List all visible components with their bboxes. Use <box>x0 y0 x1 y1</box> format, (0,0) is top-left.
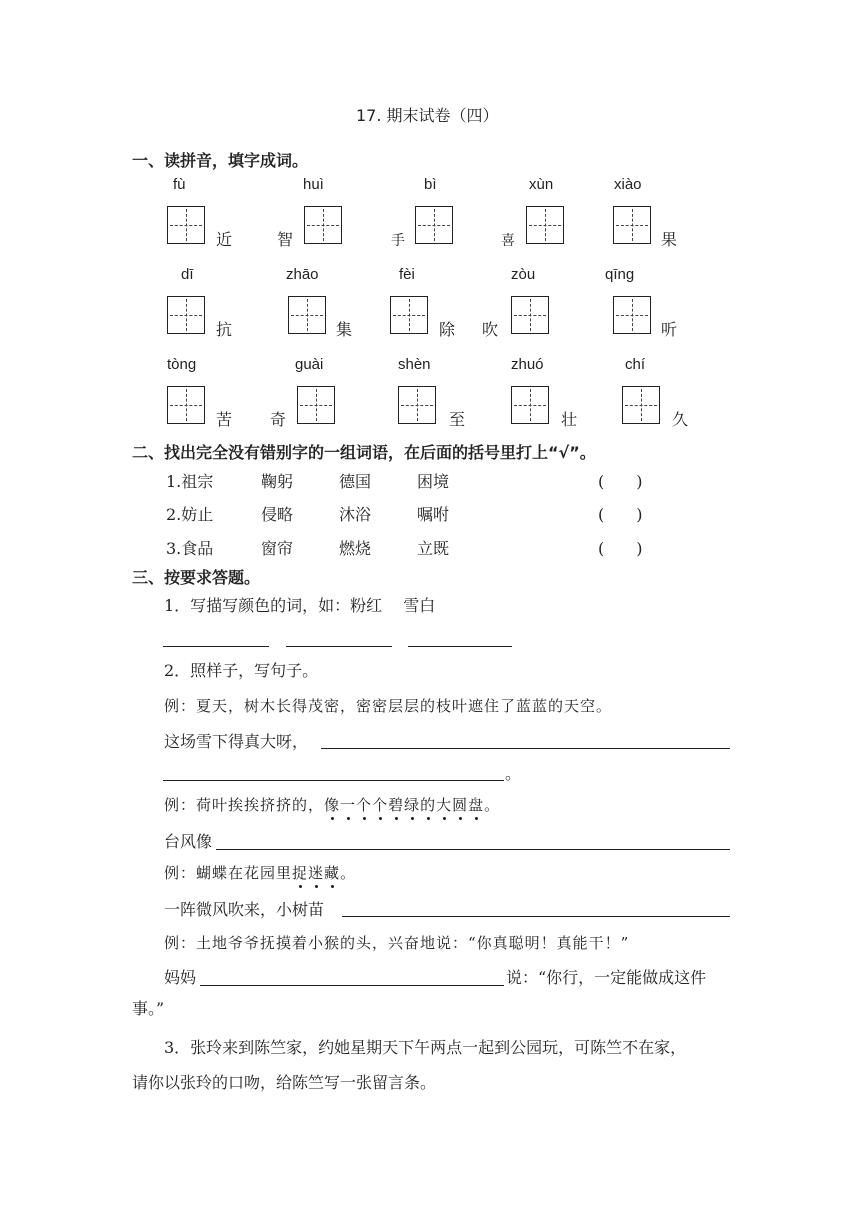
pinyin: chí <box>625 356 646 373</box>
pinyin: bì <box>424 176 437 193</box>
pinyin: tòng <box>167 356 197 373</box>
emphasis-char: 像 <box>324 796 341 814</box>
question-3-line1: 3．张玲来到陈竺家，约她星期天下午两点一起到公园玩，可陈竺不在家， <box>164 1038 687 1057</box>
emphasized-text <box>324 796 484 814</box>
char-box[interactable] <box>613 296 651 334</box>
answer-parentheses[interactable]: ( ) <box>598 539 643 558</box>
given-char: 近 <box>216 230 233 249</box>
emphasis-char: 碧 <box>388 796 405 814</box>
word: 德国 <box>339 472 372 491</box>
emphasis-char: 捉 <box>292 864 309 882</box>
page-title: 17. 期末试卷（四） <box>356 106 499 125</box>
given-char: 除 <box>439 320 456 339</box>
given-char: 手 <box>391 233 405 249</box>
fill-prompt: 这场雪下得真大呀， <box>164 732 309 751</box>
char-box[interactable] <box>511 386 549 424</box>
answer-parentheses[interactable]: ( ) <box>598 505 643 524</box>
question-1: 1．写描写颜色的词，如：粉红 雪白 <box>164 596 436 615</box>
char-box[interactable] <box>167 206 205 244</box>
question-3-line2: 请你以张玲的口吻，给陈竺写一张留言条。 <box>132 1073 437 1092</box>
char-box[interactable] <box>304 206 342 244</box>
question-2: 2．照样子，写句子。 <box>164 661 319 680</box>
emphasized-text <box>292 864 340 882</box>
char-box[interactable] <box>297 386 335 424</box>
pinyin: xiào <box>614 176 642 193</box>
word: 侵略 <box>261 505 294 524</box>
example-text: 例：荷叶挨挨挤挤的， <box>164 796 325 814</box>
given-char: 喜 <box>501 233 515 249</box>
emphasis-char: 一 <box>340 796 357 814</box>
emphasis-char: 圆 <box>452 796 469 814</box>
word: 燃烧 <box>339 539 372 558</box>
pinyin: zhuó <box>511 356 544 373</box>
period: 。 <box>505 764 522 783</box>
word: 沐浴 <box>339 505 372 524</box>
emphasis-char: 个 <box>356 796 373 814</box>
emphasis-char: 个 <box>372 796 389 814</box>
emphasis-char: 藏 <box>324 864 341 882</box>
given-char: 至 <box>449 410 466 429</box>
pinyin: dī <box>181 266 194 283</box>
example-4: 例：土地爷爷抚摸着小猴的头，兴奋地说：“你真聪明！真能干！” <box>164 934 630 952</box>
pinyin: guài <box>295 356 324 373</box>
word: 1.祖宗 <box>166 472 214 491</box>
answer-line[interactable] <box>286 646 392 647</box>
answer-line[interactable] <box>163 646 269 647</box>
char-box[interactable] <box>398 386 436 424</box>
word: 2.妨止 <box>166 505 214 524</box>
given-char: 吹 <box>482 320 499 339</box>
char-box[interactable] <box>613 206 651 244</box>
char-box[interactable] <box>622 386 660 424</box>
pinyin: fù <box>173 176 186 193</box>
pinyin: shèn <box>398 356 431 373</box>
answer-line[interactable] <box>321 748 730 749</box>
example-text: 。 <box>484 796 501 814</box>
pinyin: zòu <box>511 266 536 283</box>
answer-line[interactable] <box>163 780 504 781</box>
fill-prompt: 台风像 <box>164 832 213 851</box>
given-char: 奇 <box>270 410 287 429</box>
word: 困境 <box>417 472 450 491</box>
pinyin: xùn <box>529 176 554 193</box>
given-char: 久 <box>672 410 689 429</box>
answer-parentheses[interactable]: ( ) <box>598 472 643 491</box>
fill-prompt: 一阵微风吹来，小树苗 <box>164 900 325 919</box>
word: 3.食品 <box>166 539 214 558</box>
answer-line[interactable] <box>342 916 730 917</box>
char-box[interactable] <box>167 386 205 424</box>
example-2 <box>164 798 500 813</box>
char-box[interactable] <box>288 296 326 334</box>
answer-line[interactable] <box>216 849 730 850</box>
word: 嘱咐 <box>417 505 450 524</box>
pinyin: fèi <box>399 266 415 283</box>
answer-line[interactable] <box>408 646 512 647</box>
given-char: 果 <box>661 230 678 249</box>
emphasis-char: 绿 <box>404 796 421 814</box>
example-3 <box>164 866 356 881</box>
example-1: 例：夏天，树木长得茂密，密密层层的枝叶遮住了蓝蓝的天空。 <box>164 697 613 715</box>
given-char: 壮 <box>561 410 578 429</box>
word: 立既 <box>417 539 450 558</box>
fill-suffix: 说：“你行，一定能做成这件 <box>506 968 707 987</box>
emphasis-char: 的 <box>420 796 437 814</box>
emphasis-char: 迷 <box>308 864 325 882</box>
fill-prompt: 妈妈 <box>164 968 197 987</box>
emphasis-char: 盘 <box>468 796 485 814</box>
char-box[interactable] <box>526 206 564 244</box>
word: 窗帘 <box>261 539 294 558</box>
answer-line[interactable] <box>200 985 504 986</box>
emphasis-char: 大 <box>436 796 453 814</box>
char-box[interactable] <box>415 206 453 244</box>
given-char: 抗 <box>216 320 233 339</box>
char-box[interactable] <box>390 296 428 334</box>
example-text: 。 <box>340 864 357 882</box>
example-text: 例：蝴蝶在花园里 <box>164 864 293 882</box>
section2-heading: 二、找出完全没有错别字的一组词语，在后面的括号里打上“√”。 <box>132 443 596 462</box>
section1-heading: 一、读拼音，填字成词。 <box>132 151 309 170</box>
word: 鞠躬 <box>261 472 294 491</box>
fill-continuation: 事。” <box>132 999 165 1018</box>
given-char: 听 <box>661 320 678 339</box>
given-char: 智 <box>277 230 294 249</box>
given-char: 集 <box>336 320 353 339</box>
pinyin: zhāo <box>286 266 319 283</box>
char-box[interactable] <box>167 296 205 334</box>
section3-heading: 三、按要求答题。 <box>132 568 261 587</box>
given-char: 苦 <box>216 410 233 429</box>
char-box[interactable] <box>511 296 549 334</box>
pinyin: qīng <box>605 266 635 283</box>
pinyin: huì <box>303 176 324 193</box>
